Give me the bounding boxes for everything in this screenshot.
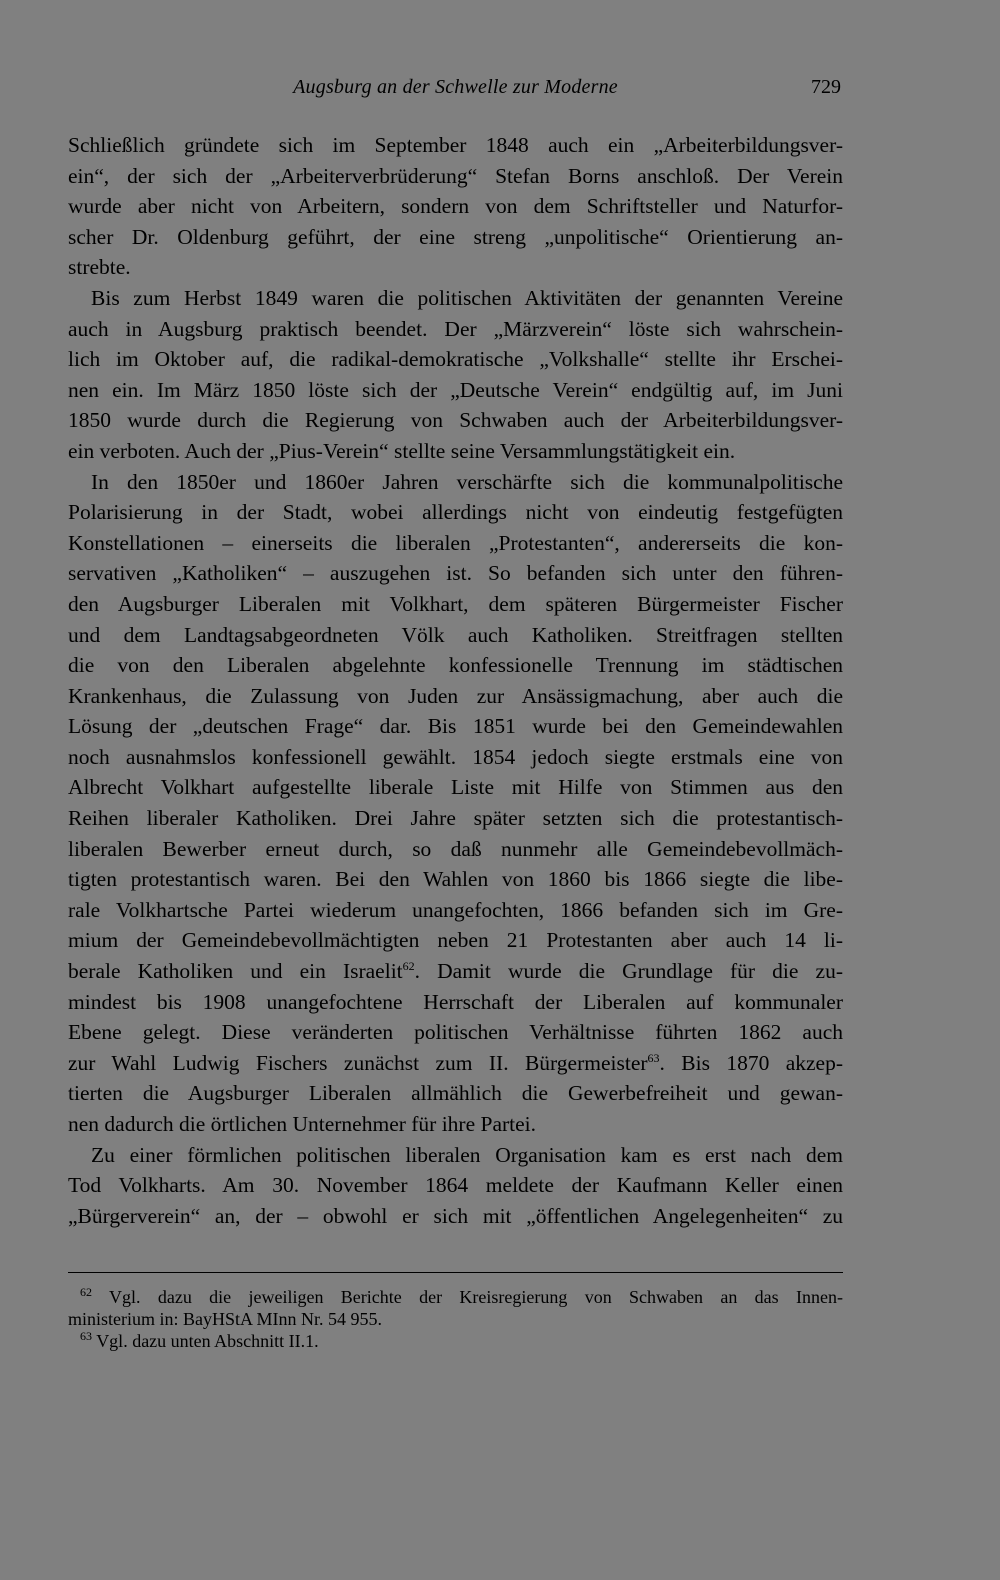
text-line-with-footnote [68,1048,843,1079]
footnote-ref-63[interactable]: 63 [647,1050,660,1065]
footnote-marker: 63 [80,1329,92,1343]
text-line: Konstellationen – einerseits die liberalen „Protestanten“, andererseits die kon- [68,530,843,555]
text-line: tigten protestantisch waren. Bei den Wahlen von 1860 bis 1866 siegte die libe- [68,867,843,892]
text-line: ein“, der sich der „Arbeiterverbrüderung“ Stefan Borns anschloß. Der Verein [68,163,843,188]
footnote-62 [68,1286,843,1308]
footnote-text: Vgl. dazu unten Abschnitt II.1. [96,1331,319,1351]
footnote-ref-62[interactable]: 62 [402,958,415,973]
book-page [68,0,843,1580]
text-line: Zu einer förmlichen politischen liberalen Organisation kam es erst nach dem [91,1142,843,1167]
text-line: wurde aber nicht von Arbeitern, sondern von dem Schriftsteller und Naturfor- [68,194,843,219]
text-segment: . Bis 1870 akzep- [659,1050,843,1075]
text-line: rale Volkhartsche Partei wiederum unangefochten, 1866 befanden sich im Gre- [68,897,843,922]
text-line: Ebene gelegt. Diese veränderten politischen Verhältnisse führten 1862 auch [68,1020,843,1045]
text-line: und dem Landtagsabgeordneten Völk auch Katholiken. Streitfragen stellten [68,622,843,647]
page-number: 729 [811,76,841,98]
text-line: nen dadurch die örtlichen Unternehmer für ihre Partei. [68,1112,537,1136]
text-line: Reihen liberaler Katholiken. Drei Jahre später setzten sich die protestantisch- [68,806,843,831]
text-line: den Augsburger Liberalen mit Volkhart, dem späteren Bürgermeister Fischer [68,591,843,616]
text-line: nen ein. Im März 1850 löste sich der „Deutsche Verein“ endgültig auf, im Juni [68,377,843,402]
footnote-marker: 62 [80,1285,92,1299]
footnote-text: Vgl. dazu die jeweiligen Berichte der Kreisregierung von Schwaben an das Innen- [109,1287,843,1307]
text-line: Bis zum Herbst 1849 waren die politischen Aktivitäten der genannten Vereine [91,285,843,310]
page-header [68,76,843,106]
text-line: Lösung der „deutschen Frage“ dar. Bis 1851 wurde bei den Gemeindewahlen [68,714,843,739]
text-line: mindest bis 1908 unangefochtene Herrschaft der Liberalen auf kommunaler [68,989,843,1014]
text-line: noch ausnahmslos konfessionell gewählt. 1854 jedoch siegte erstmals eine von [68,744,843,769]
text-line: die von den Liberalen abgelehnte konfessionelle Trennung im städtischen [68,653,843,678]
running-title: Augsburg an der Schwelle zur Moderne [293,76,618,98]
text-line: Polarisierung in der Stadt, wobei allerdings nicht von eindeutig festgefügten [68,500,843,525]
footnotes [68,1286,843,1352]
text-line: Albrecht Volkhart aufgestellte liberale Liste mit Hilfe von Stimmen aus den [68,775,843,800]
text-line: liberalen Bewerber erneut durch, so daß nunmehr alle Gemeindebevollmäch- [68,836,843,861]
text-line: tierten die Augsburger Liberalen allmählich die Gewerbefreiheit und gewan- [68,1081,843,1106]
text-line: Tod Volkharts. Am 30. November 1864 meldete der Kaufmann Keller einen [68,1173,843,1198]
text-line: strebte. [68,255,131,280]
text-segment: zur Wahl Ludwig Fischers zunächst zum II. Bürgermeister [68,1050,648,1075]
text-segment: . Damit wurde die Grundlage für die zu- [414,959,843,984]
footnote-62-continued: ministerium in: BayHStA MInn Nr. 54 955. [68,1309,383,1329]
text-line: In den 1850er und 1860er Jahren verschärfte sich die kommunalpolitische [91,469,843,494]
text-segment: berale Katholiken und ein Israelit [68,959,403,984]
footnote-divider [68,1272,843,1273]
body-text [68,130,843,1231]
footnote-63 [68,1330,843,1352]
text-line: mium der Gemeindebevollmächtigten neben 21 Protestanten aber auch 14 li- [68,928,843,953]
text-line-with-footnote [68,956,843,987]
text-line: lich im Oktober auf, die radikal-demokratische „Volkshalle“ stellte ihr Erschei- [68,347,843,372]
text-line: 1850 wurde durch die Regierung von Schwaben auch der Arbeiterbildungsver- [68,408,843,433]
text-line: „Bürgerverein“ an, der – obwohl er sich mit „öffentlichen Angelegenheiten“ zu [68,1203,843,1228]
text-line: Schließlich gründete sich im September 1848 auch ein „Arbeiterbildungsver- [68,133,843,157]
text-line: auch in Augsburg praktisch beendet. Der „Märzverein“ löste sich wahrschein- [68,316,843,341]
text-line: servativen „Katholiken“ – auszugehen ist. So befanden sich unter den führen- [68,561,843,586]
text-line: scher Dr. Oldenburg geführt, der eine streng „unpolitische“ Orientierung an- [68,224,843,249]
text-line: Krankenhaus, die Zulassung von Juden zur Ansässigmachung, aber auch die [68,683,843,708]
text-line: ein verboten. Auch der „Pius-Verein“ stellte seine Versammlungstätigkeit ein. [68,438,736,463]
